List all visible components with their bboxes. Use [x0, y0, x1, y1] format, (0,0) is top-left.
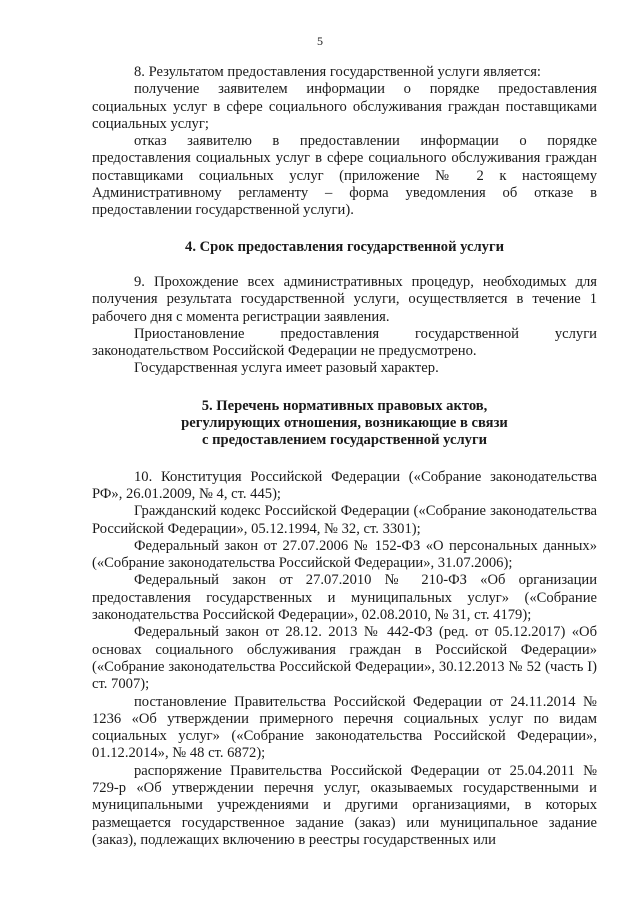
- section-heading-4: 4. Срок предоставления государственной услуги: [185, 238, 504, 255]
- paragraph-procedures: 9. Прохождение всех административных процедур, необходимых для получения результата государственной услуги, осуществляется в течение 1 рабочего дня с момента регистрации заявления.: [92, 273, 597, 325]
- document-body: [92, 64, 597, 849]
- section-heading-5: [92, 398, 597, 450]
- paragraph-result-refusal: отказ заявителю в предоставлении информации о порядке предоставления социальных услуг в сфере социального обслуживания граждан поставщиками социальных услуг (приложение № 2 к настоящему Административному регламенту – форма уведомления об отказе в предоставлении государственной услуги).: [92, 133, 597, 219]
- paragraph-resolution-1236: постановление Правительства Российской Федерации от 24.11.2014 № 1236 «Об утверждении примерного перечня социальных услуг по видам социальных услуг» («Собрание законодательства Российской Федерации», 01.12.2014», № 48 ст. 6872);: [92, 693, 597, 762]
- paragraph-law-210: Федеральный закон от 27.07.2010 № 210-ФЗ «Об организации предоставления государственных и муниципальных услуг» («Собрание законодательства Российской Федерации», 02.08.2010, № 31, ст. 4179);: [92, 572, 597, 624]
- section-heading-5-line-2: регулирующих отношения, возникающие в связи: [181, 415, 508, 432]
- paragraph-suspension: Приостановление предоставления государственной услуги законодательством Российской Федерации не предусмотрено.: [92, 325, 597, 360]
- paragraph-order-729: распоряжение Правительства Российской Федерации от 25.04.2011 № 729-р «Об утверждении перечня услуг, оказываемых государственными и муниципальными учреждениями и другими организациями, в которых размещается государственное задание (заказ) или муниципальное задание (заказ), подлежащих включению в реестры государственных или: [92, 762, 597, 848]
- paragraph-result-receive: получение заявителем информации о порядке предоставления социальных услуг в сфере социального обслуживания граждан поставщиками социальных услуг;: [92, 81, 597, 132]
- paragraph-law-442: Федеральный закон от 28.12. 2013 № 442-ФЗ (ред. от 05.12.2017) «Об основах социального обслуживания граждан в Российской Федерации» («Собрание законодательства Российской Федерации», 30.12.2013 № 52 (часть I) ст. 7007);: [92, 624, 597, 693]
- paragraph-result-intro: 8. Результатом предоставления государственной услуги является:: [134, 64, 541, 80]
- paragraph-constitution: 10. Конституция Российской Федерации («Собрание законодательства РФ», 26.01.2009, № 4, ст. 445);: [92, 468, 597, 502]
- paragraph-one-time: Государственная услуга имеет разовый характер.: [134, 360, 439, 377]
- paragraph-law-152: Федеральный закон от 27.07.2006 № 152-ФЗ «О персональных данных» («Собрание законодательства Российской Федерации», 31.07.2006);: [92, 537, 597, 572]
- section-heading-5-line-1: 5. Перечень нормативных правовых актов,: [201, 397, 488, 414]
- paragraph-civil-code: Гражданский кодекс Российской Федерации («Собрание законодательства Российской Федерации», 05.12.1994, № 32, ст. 3301);: [92, 503, 597, 537]
- page-number: 5: [317, 34, 323, 48]
- section-heading-5-line-3: с предоставлением государственной услуги: [201, 432, 487, 449]
